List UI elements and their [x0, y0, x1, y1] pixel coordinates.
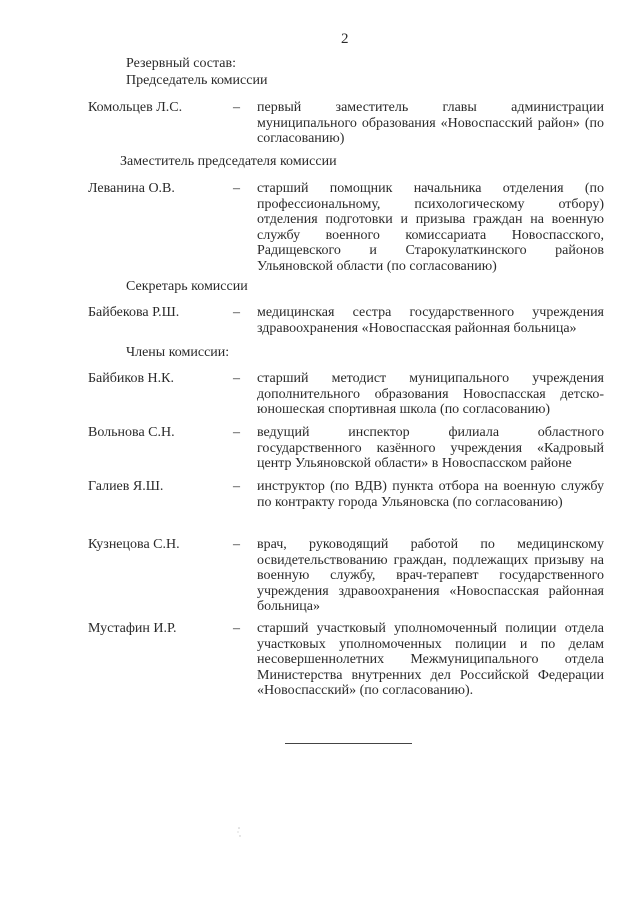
member-description: старший участковый уполномоченный полиции отдела участковых уполномоченных полиции и по делам несовершеннолетних Межмуниципального отдела Министерства внутренних дел Российской Федерации «Новоспасский» (по согласованию).	[257, 621, 604, 698]
member-name: Байбиков Н.К.	[88, 371, 175, 386]
secretary-heading: Секретарь комиссии	[126, 279, 248, 294]
dash: –	[233, 100, 240, 115]
dash: –	[233, 181, 240, 196]
member-name: Кузнецова С.Н.	[88, 537, 180, 552]
secretary-name: Байбекова Р.Ш.	[88, 305, 180, 320]
scan-speck-icon	[236, 826, 242, 840]
chair-name: Комольцев Л.С.	[88, 100, 183, 115]
member-description: старший методист муниципального учреждения дополнительного образования Новоспасская детско-юношеская спортивная школа (по согласованию)	[257, 371, 604, 417]
dash: –	[233, 621, 240, 636]
deputy-heading: Заместитель председателя комиссии	[120, 154, 337, 169]
members-heading: Члены комиссии:	[126, 345, 230, 360]
dash: –	[233, 371, 240, 386]
member-description: инструктор (по ВДВ) пункта отбора на военную службу по контракту города Ульяновска (по согласованию)	[257, 479, 604, 510]
chair-description: первый заместитель главы администрации муниципального образования «Новоспасский район» (по согласованию)	[257, 100, 604, 146]
member-name: Галиев Я.Ш.	[88, 479, 164, 494]
closing-divider	[285, 743, 412, 744]
member-description: врач, руководящий работой по медицинскому освидетельствованию граждан, подлежащих призыву на военную службу, врач-терапевт государственного учреждения здравоохранения «Новоспасская районная больница»	[257, 537, 604, 614]
dash: –	[233, 537, 240, 552]
reserve-title: Резервный состав:	[126, 56, 237, 71]
member-description: ведущий инспектор филиала областного государственного казённого учреждения «Кадровый центр Ульяновской области» в Новоспасском районе	[257, 425, 604, 471]
dash: –	[233, 425, 240, 440]
chair-heading: Председатель комиссии	[126, 73, 268, 88]
deputy-description: старший помощник начальника отделения (по профессиональному, психологическому отбору) отделения подготовки и призыва граждан на военную службу военного комиссариата Новоспасского, Радищевского и Старокулаткинского районов Ульяновской области (по согласованию)	[257, 181, 604, 274]
member-name: Вольнова С.Н.	[88, 425, 175, 440]
dash: –	[233, 479, 240, 494]
dash: –	[233, 305, 240, 320]
page-number: 2	[341, 31, 349, 47]
deputy-name: Леванина О.В.	[88, 181, 175, 196]
secretary-description: медицинская сестра государственного учреждения здравоохранения «Новоспасская районная больница»	[257, 305, 604, 336]
member-name: Мустафин И.Р.	[88, 621, 177, 636]
